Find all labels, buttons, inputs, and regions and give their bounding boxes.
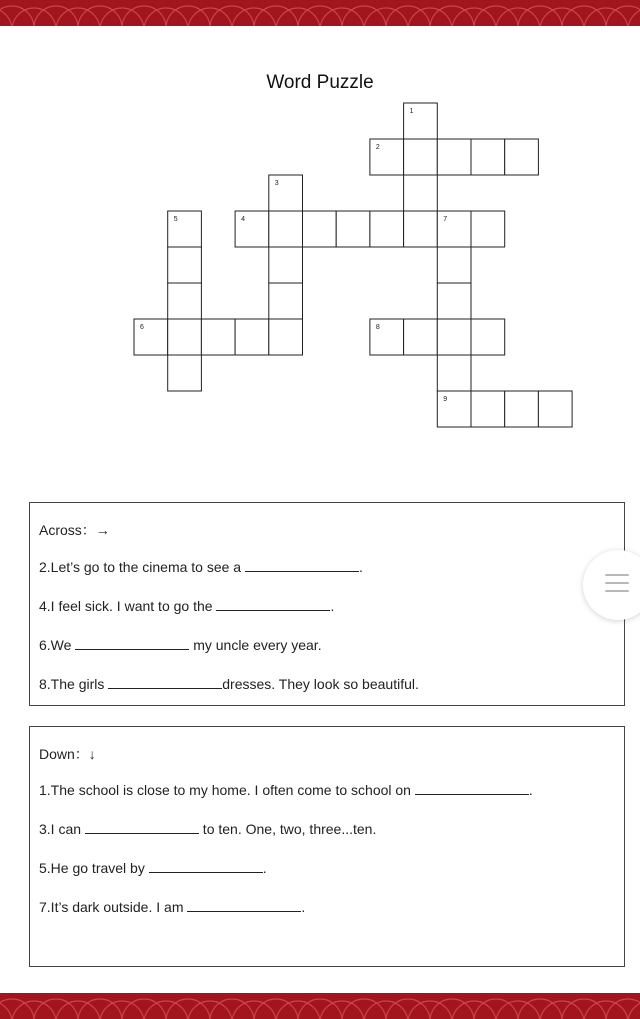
grid-cell[interactable] (437, 355, 471, 391)
clue-text-after: . (330, 598, 335, 614)
clue-text-after: dresses. They look so beautiful. (222, 676, 419, 692)
across-clue (39, 598, 334, 614)
hamburger-icon-bar (605, 590, 629, 592)
page-title: Word Puzzle (266, 72, 374, 93)
grid-cell[interactable] (437, 319, 471, 355)
clue-text-before: 4.I feel sick. I want to go the (39, 598, 217, 614)
grid-cell[interactable] (437, 283, 471, 319)
grid-cell[interactable] (235, 319, 269, 355)
grid-cell[interactable] (336, 211, 370, 247)
grid-cell[interactable] (269, 211, 303, 247)
grid-cell[interactable] (437, 139, 471, 175)
clue-text-after: . (359, 559, 363, 575)
clue-number: 8 (375, 324, 380, 331)
grid-cell[interactable] (168, 355, 202, 391)
grid-cell[interactable] (471, 211, 505, 247)
clue-text-before: 3.I can (39, 821, 85, 837)
down-clue (39, 860, 267, 876)
answer-blank[interactable] (85, 821, 199, 834)
answer-blank[interactable] (187, 899, 301, 912)
hamburger-icon (605, 574, 629, 576)
clue-text-after: . (528, 782, 533, 798)
down-clue (39, 899, 305, 915)
grid-cell[interactable] (538, 391, 572, 427)
down-clue (39, 782, 533, 798)
grid-cell[interactable] (269, 319, 303, 355)
bottom-decorative-band (0, 993, 640, 1019)
clue-number: 1 (409, 108, 414, 115)
grid-cell[interactable] (404, 175, 438, 211)
answer-blank[interactable] (245, 559, 359, 572)
clue-text-before: 5.He go travel by (39, 860, 149, 876)
clue-text-after: my uncle every year. (189, 637, 322, 653)
grid-cell[interactable] (505, 391, 539, 427)
grid-cell[interactable] (269, 247, 303, 283)
grid-cell[interactable] (404, 319, 438, 355)
clue-number: 7 (443, 216, 448, 223)
across-clue (39, 559, 363, 575)
clue-number: 6 (140, 324, 144, 331)
grid-cell[interactable] (370, 211, 404, 247)
clue-text-before: 2.Let’s go to the cinema to see a (39, 559, 245, 575)
clue-text-before: 6.We (39, 637, 76, 653)
clue-number: 2 (375, 144, 380, 151)
clue-number: 9 (443, 396, 448, 403)
band-arc (628, 1001, 640, 1019)
grid-cell[interactable] (404, 139, 438, 175)
answer-blank[interactable] (415, 782, 529, 795)
clue-text-after: to ten. One, two, three...ten. (198, 821, 377, 837)
grid-cell[interactable] (505, 139, 539, 175)
grid-cell[interactable] (471, 391, 505, 427)
across-clue (39, 637, 322, 653)
answer-blank[interactable] (216, 598, 330, 611)
clue-text-before: 7.It’s dark outside. I am (39, 899, 188, 915)
across-clues-box (29, 502, 625, 706)
band-pattern (0, 993, 640, 1019)
across-clue (39, 676, 419, 692)
clue-number: 4 (241, 216, 246, 223)
grid-cell[interactable] (168, 283, 202, 319)
answer-blank[interactable] (108, 676, 222, 689)
grid-cell[interactable] (168, 319, 202, 355)
grid-cell[interactable] (404, 211, 438, 247)
clue-text-before: 8.The girls (39, 676, 109, 692)
grid-cell[interactable] (168, 247, 202, 283)
down-clues-box (29, 726, 625, 967)
clue-number: 3 (274, 180, 279, 187)
clue-number: 5 (173, 216, 178, 223)
clue-text-after: . (301, 899, 306, 915)
grid-cell[interactable] (201, 319, 235, 355)
grid-cell[interactable] (303, 211, 337, 247)
grid-cell[interactable] (471, 139, 505, 175)
answer-blank[interactable] (75, 637, 189, 650)
clue-text-after: . (262, 860, 267, 876)
grid-cell[interactable] (471, 319, 505, 355)
down-heading: Down：↓ (39, 746, 96, 762)
hamburger-icon-bar (605, 582, 629, 584)
grid-cell[interactable] (437, 247, 471, 283)
across-heading: Across：→ (39, 522, 110, 538)
grid-cell[interactable] (269, 283, 303, 319)
answer-blank[interactable] (149, 860, 263, 873)
clue-text-before: 1.The school is close to my home. I often come to school on (39, 782, 415, 798)
down-clue (39, 821, 376, 837)
band-arc (0, 1001, 12, 1019)
crossword-grid (0, 0, 640, 440)
